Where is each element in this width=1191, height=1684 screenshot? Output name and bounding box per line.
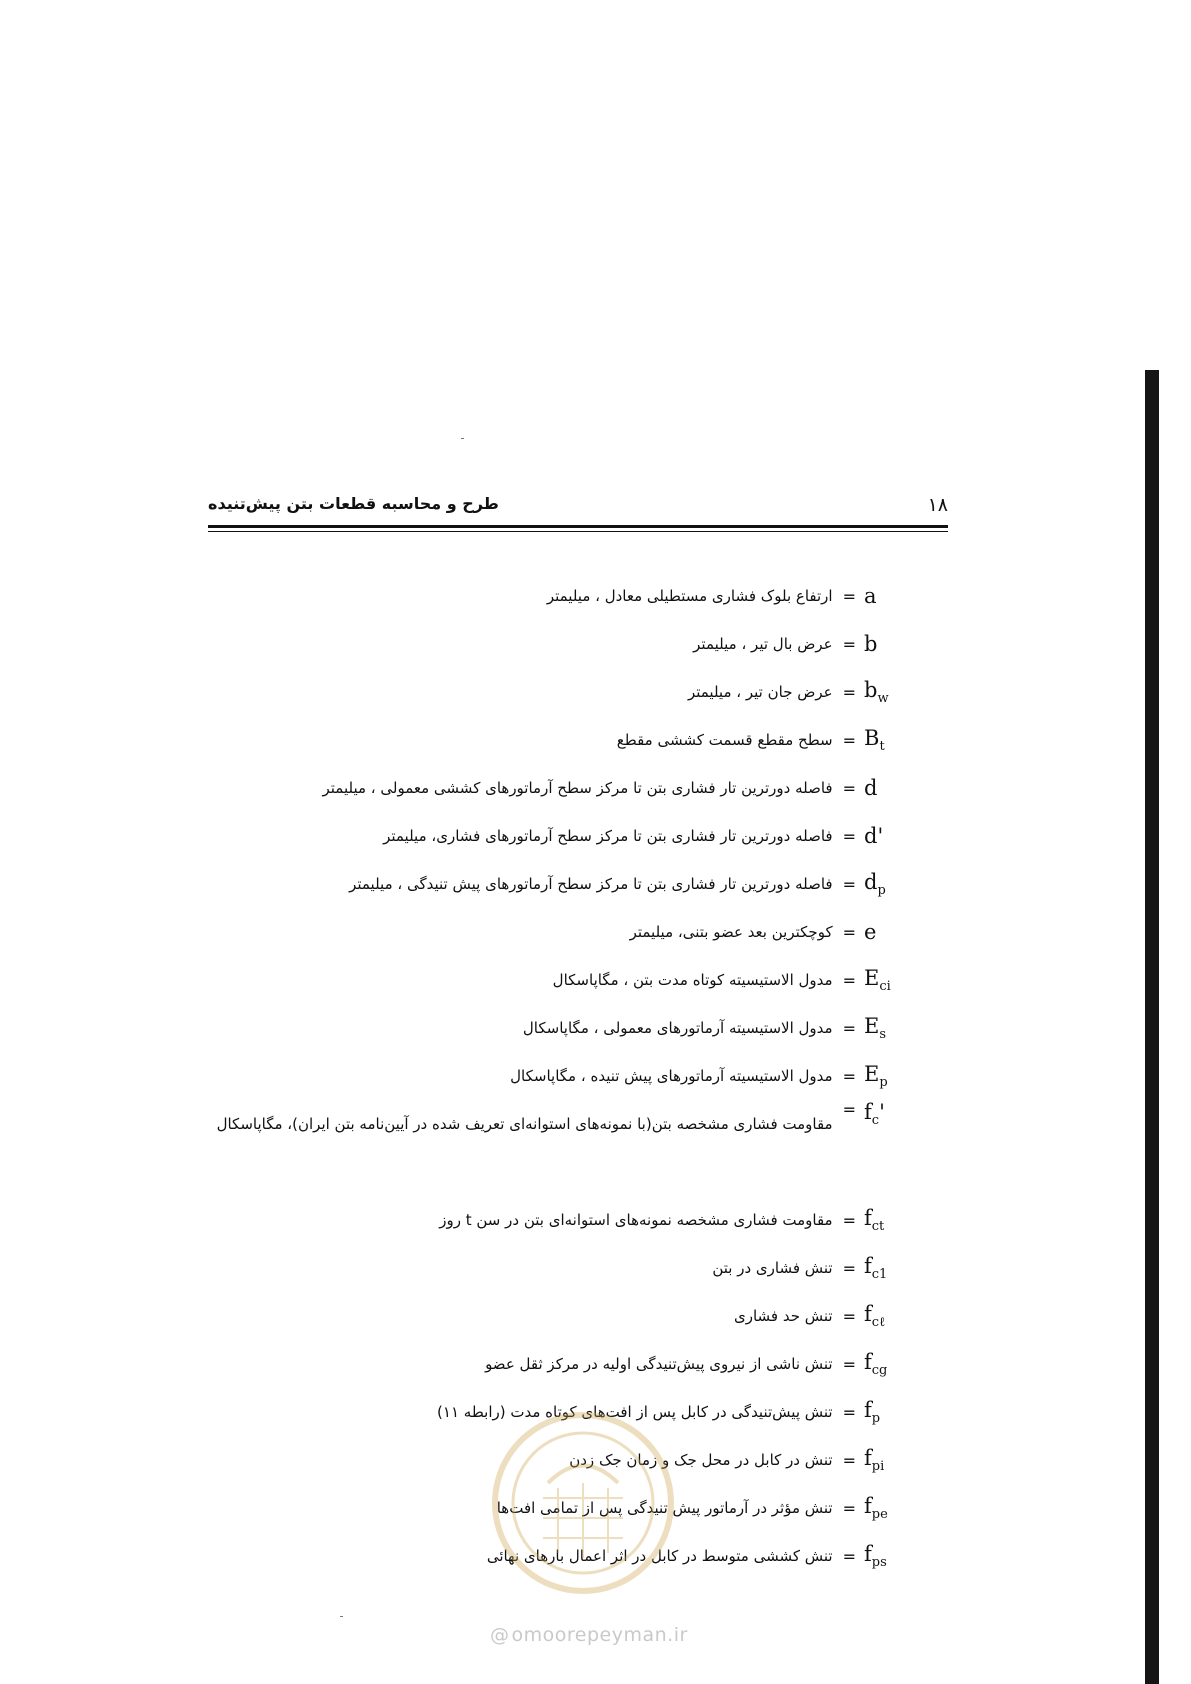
definition-text: تنش ناشی از نیروی پیش‌تنیدگی اولیه در مرکز ثقل عضو bbox=[485, 1355, 833, 1373]
equals-sign: = bbox=[842, 1306, 856, 1326]
scan-speck bbox=[340, 1616, 343, 1617]
definition-text: مقاومت فشاری مشخصه نمونه‌های استوانه‌ای بتن در سن t روز bbox=[439, 1211, 833, 1229]
symbol-base: a bbox=[864, 584, 877, 608]
symbol-base: f bbox=[864, 1100, 872, 1124]
equals-sign: = bbox=[842, 1100, 856, 1119]
symbol bbox=[864, 824, 900, 848]
equals-sign: = bbox=[842, 586, 856, 606]
symbol-subscript: t bbox=[879, 739, 885, 755]
symbol-subscript: cℓ bbox=[871, 1315, 886, 1331]
symbol-base: E bbox=[864, 1061, 880, 1086]
symbol-base: E bbox=[864, 1013, 880, 1038]
book-title: طرح و محاسبه قطعات بتن پیش‌تنیده bbox=[208, 494, 499, 513]
symbol-subscript: s bbox=[879, 1027, 887, 1043]
symbol-base: d' bbox=[864, 824, 884, 848]
symbol bbox=[864, 1350, 900, 1378]
definition-text: تنش پیش‌تنیدگی در کابل پس از افت‌های کوتاه مدت (رابطه ۱۱) bbox=[437, 1403, 833, 1421]
symbol-subscript: c bbox=[871, 1113, 880, 1129]
symbol bbox=[864, 726, 900, 754]
definition-text: عرض بال تیر ، میلیمتر bbox=[693, 635, 833, 653]
symbol-subscript: p bbox=[871, 1411, 881, 1427]
symbol bbox=[864, 584, 900, 608]
symbol bbox=[864, 870, 900, 898]
definition-text: تنش مؤثر در آرماتور پیش تنیدگی پس از تمامی افت‌ها bbox=[496, 1499, 833, 1517]
symbol-base: f bbox=[864, 1205, 872, 1230]
definition-row bbox=[180, 1196, 900, 1244]
symbol-base: f bbox=[864, 1541, 872, 1566]
symbol bbox=[864, 1446, 900, 1474]
header-rule-thin bbox=[208, 531, 948, 532]
definition-row bbox=[180, 1004, 900, 1052]
symbol-base: e bbox=[864, 920, 877, 944]
definition-row bbox=[180, 1100, 900, 1196]
scan-speck bbox=[461, 438, 464, 439]
definition-row bbox=[180, 956, 900, 1004]
definition-text: مدول الاستیسیته آرماتورهای پیش تنیده ، مگاپاسکال bbox=[510, 1067, 833, 1085]
equals-sign: = bbox=[842, 634, 856, 654]
symbol bbox=[864, 1398, 900, 1426]
symbol-base: b bbox=[864, 632, 878, 656]
symbol-base: f bbox=[864, 1253, 872, 1278]
equals-sign: = bbox=[842, 1210, 856, 1230]
symbol bbox=[864, 1542, 900, 1570]
symbol-base: b bbox=[864, 677, 878, 702]
equals-sign: = bbox=[842, 874, 856, 894]
website-url: omoorepeyman.ir bbox=[511, 1624, 688, 1646]
definition-row bbox=[180, 908, 900, 956]
definition-row bbox=[180, 764, 900, 812]
symbol-base: f bbox=[864, 1397, 872, 1422]
definition-text: تنش کششی متوسط در کابل در اثر اعمال بارهای نهائی bbox=[486, 1547, 833, 1565]
definition-text: تنش در کابل در محل جک و زمان جک زدن bbox=[569, 1451, 833, 1469]
symbol-base: f bbox=[864, 1493, 872, 1518]
symbol bbox=[864, 1302, 900, 1330]
equals-sign: = bbox=[842, 970, 856, 990]
symbol bbox=[864, 1206, 900, 1234]
symbol-subscript: pi bbox=[871, 1459, 885, 1475]
symbol bbox=[864, 1254, 900, 1282]
definition-text: تنش فشاری در بتن bbox=[712, 1259, 833, 1277]
equals-sign: = bbox=[842, 1546, 856, 1566]
definition-text: ارتفاع بلوک فشاری مستطیلی معادل ، میلیمتر bbox=[546, 587, 833, 605]
symbol-subscript: p bbox=[877, 883, 886, 899]
symbol-base: B bbox=[864, 725, 880, 750]
symbol-base: d bbox=[864, 776, 878, 800]
symbol-subscript: cg bbox=[871, 1363, 888, 1379]
symbol bbox=[864, 678, 900, 706]
equals-sign: = bbox=[842, 1354, 856, 1374]
symbol-subscript: ps bbox=[871, 1555, 887, 1571]
symbol bbox=[864, 1062, 900, 1090]
symbol bbox=[864, 920, 900, 944]
equals-sign: = bbox=[842, 1498, 856, 1518]
symbol-subscript: ci bbox=[879, 979, 891, 995]
definition-row bbox=[180, 1292, 900, 1340]
definition-row bbox=[180, 716, 900, 764]
symbol bbox=[864, 1494, 900, 1522]
header-rule bbox=[208, 525, 948, 528]
symbol-subscript: c1 bbox=[871, 1267, 888, 1283]
symbol bbox=[864, 966, 900, 994]
equals-sign: = bbox=[842, 826, 856, 846]
symbol bbox=[864, 632, 900, 656]
definition-text: سطح مقطع قسمت کششی مقطع bbox=[616, 731, 833, 749]
equals-sign: = bbox=[842, 730, 856, 750]
at-icon: @ bbox=[490, 1624, 510, 1646]
symbol-subscript: w bbox=[877, 691, 889, 707]
definition-row bbox=[180, 1052, 900, 1100]
symbol-prime: ' bbox=[879, 1100, 885, 1124]
definition-text: مدول الاستیسیته آرماتورهای معمولی ، مگاپاسکال bbox=[522, 1019, 833, 1037]
equals-sign: = bbox=[842, 1258, 856, 1278]
symbol-base: f bbox=[864, 1445, 872, 1470]
page-header bbox=[208, 490, 948, 530]
definition-row bbox=[180, 572, 900, 620]
equals-sign: = bbox=[842, 922, 856, 942]
definition-text: مدول الاستیسیته کوتاه مدت بتن ، مگاپاسکال bbox=[552, 971, 833, 989]
equals-sign: = bbox=[842, 1018, 856, 1038]
definition-text: عرض جان تیر ، میلیمتر bbox=[687, 683, 833, 701]
definition-row bbox=[180, 812, 900, 860]
definition-text: فاصله دورترین تار فشاری بتن تا مرکز سطح آرماتورهای فشاری، میلیمتر bbox=[383, 827, 833, 845]
symbol-base: f bbox=[864, 1349, 872, 1374]
symbol bbox=[864, 1014, 900, 1042]
definition-text: مقاومت فشاری مشخصه بتن(با نمونه‌های استوانه‌ای تعریف شده در آیین‌نامه بتن ایران)، مگاپاسکال bbox=[216, 1115, 833, 1133]
definition-text: تنش حد فشاری bbox=[733, 1307, 833, 1325]
symbol-base: f bbox=[864, 1301, 872, 1326]
symbol-base: E bbox=[864, 965, 880, 990]
equals-sign: = bbox=[842, 1450, 856, 1470]
symbol-subscript: pe bbox=[871, 1507, 888, 1523]
definition-row bbox=[180, 668, 900, 716]
definition-text: فاصله دورترین تار فشاری بتن تا مرکز سطح آرماتورهای کششی معمولی ، میلیمتر bbox=[322, 779, 833, 797]
equals-sign: = bbox=[842, 1066, 856, 1086]
symbol-base: d bbox=[864, 869, 878, 894]
definition-row bbox=[180, 620, 900, 668]
equals-sign: = bbox=[842, 1402, 856, 1422]
publisher-seal-watermark bbox=[488, 1408, 678, 1598]
symbol bbox=[864, 1100, 900, 1128]
website-watermark bbox=[490, 1624, 688, 1646]
definition-row bbox=[180, 1340, 900, 1388]
page-number: ۱۸ bbox=[927, 494, 948, 516]
definition-row bbox=[180, 1244, 900, 1292]
equals-sign: = bbox=[842, 778, 856, 798]
definition-text: فاصله دورترین تار فشاری بتن تا مرکز سطح آرماتورهای پیش تنیدگی ، میلیمتر bbox=[349, 875, 833, 893]
symbol-subscript: ct bbox=[871, 1219, 885, 1235]
symbol-subscript: p bbox=[879, 1075, 888, 1091]
scan-edge-bar bbox=[1145, 370, 1159, 1684]
symbol bbox=[864, 776, 900, 800]
equals-sign: = bbox=[842, 682, 856, 702]
definition-text: کوچکترین بعد عضو بتنی، میلیمتر bbox=[629, 923, 833, 941]
definition-row bbox=[180, 860, 900, 908]
